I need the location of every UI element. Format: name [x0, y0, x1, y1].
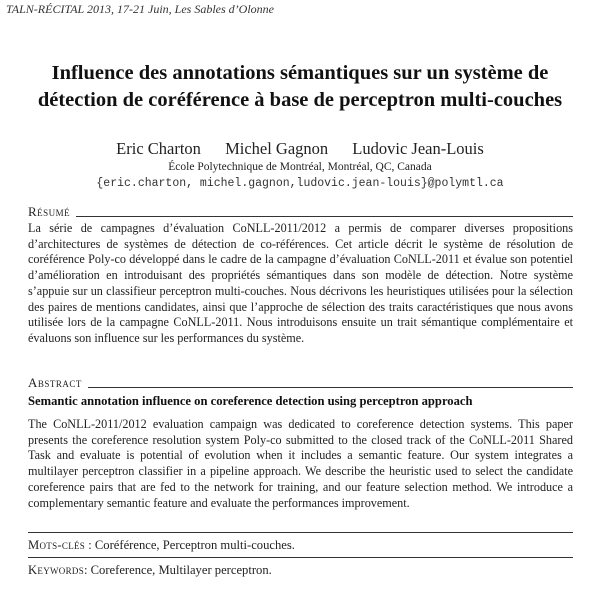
keywords-en-value: Coreference, Multilayer perceptron. [90, 563, 272, 577]
affiliation: École Polytechnique de Montréal, Montréal, QC, Canada [168, 161, 432, 173]
abstract-heading [28, 375, 573, 391]
abstract-rule [88, 387, 573, 388]
abstract-title: Semantic annotation influence on coreference detection using perceptron approach [28, 394, 473, 408]
keywords-fr-value: Coréférence, Perceptron multi-couches. [94, 538, 295, 552]
keywords-en-colon: : [84, 563, 91, 577]
abstract-text: The CoNLL-2011/2012 evaluation campaign was dedicated to coreference detection systems. This paper presents the coreference resolution system Poly-co submitted to the closed track of the CoNLL-2011 Shared Task and evaluate is potential of evolution when it includes a semantic feature. Our system integrates a multilayer perceptron classifier in a pipeline approach. We describe the heuristic used to select the candidate coreference pairs that are fed to the network for training, and our feature selection method. We introduce a complementary semantic feature and evaluate the performances improvement. [28, 417, 573, 510]
keywords-fr-colon: : [85, 538, 95, 552]
author-name: Michel Gagnon [225, 139, 329, 158]
keywords-divider [28, 557, 573, 558]
keywords-fr-label: Mots-clés [28, 538, 86, 552]
keywords-divider [28, 532, 573, 533]
keywords-en-label: Keywords [28, 563, 84, 577]
resume-text: La série de campagnes d’évaluation CoNLL-2011/2012 a permis de comparer diverses propositions d’architectures de systèmes de détection de co-références. Cet article décrit le système de résolution de coréférence Poly-co développé dans le cadre de la campagne d’évaluation CoNLL-2011 et évalue son potentiel d’amélioration en introduisant des propriétés sémantiques dans son modèle de détection. Notre système s’appuie sur un classifieur perceptron multi-couches. Nous décrivons les heuristiques utilisées pour la sélection des paires de mentions candidates, ainsi que l’approche de sélection des traits caractéristiques que nous avons utilisée lors de la campagne CoNLL-2011. Nous introduisons ensuite un trait sémantique complémentaire et évaluons son influence sur les performances du système. [28, 221, 573, 345]
resume-heading [28, 204, 573, 220]
author-name: Ludovic Jean-Louis [352, 139, 484, 158]
author-list [0, 139, 600, 159]
author-name: Eric Charton [116, 139, 201, 158]
keywords-fr [28, 538, 573, 553]
paper-title: Influence des annotations sémantiques sur un système de détection de coréférence à base de perceptron multi-couches [37, 62, 563, 111]
venue-header: TALN-RÉCITAL 2013, 17-21 Juin, Les Sables d’Olonne [6, 2, 274, 16]
resume-rule [76, 216, 573, 217]
author-emails: {eric.charton, michel.gagnon,ludovic.jean-louis}@polymtl.ca [96, 177, 504, 190]
abstract-label: Abstract [28, 375, 82, 390]
resume-label: Résumé [28, 204, 71, 219]
keywords-en [28, 563, 573, 578]
